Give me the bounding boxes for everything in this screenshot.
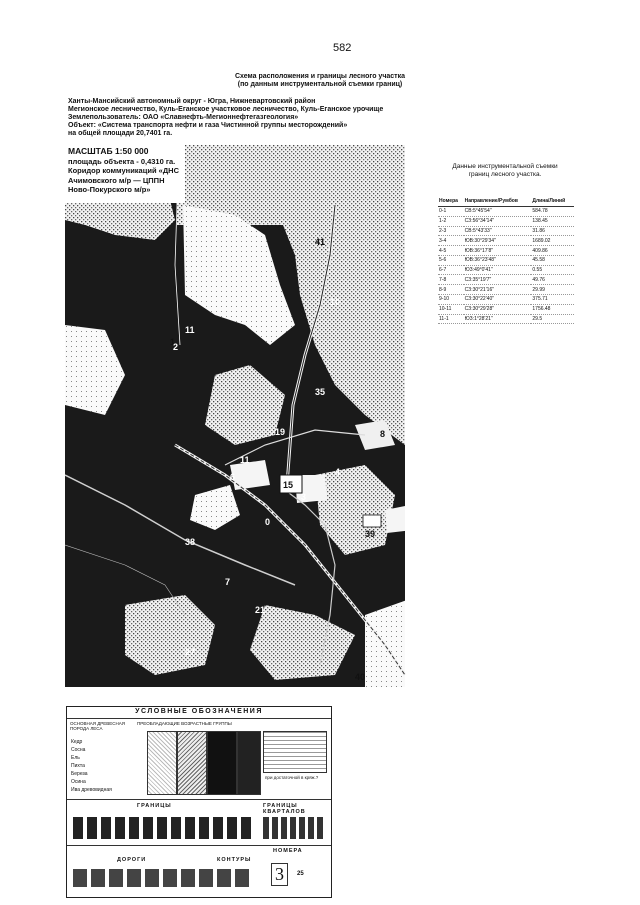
heading-line-2: (по данным инструментальной съемки границ)	[237, 81, 403, 88]
cell-segment: 9-10	[438, 295, 464, 305]
legend-note: при достаточной в кряж.?	[265, 775, 319, 780]
cell-segment: 8-9	[438, 285, 464, 295]
map-label-1: 1	[170, 337, 176, 347]
cell-length: 1689.02	[531, 236, 574, 246]
total-area-line: на общей площади 20,7401 га.	[68, 130, 173, 137]
cell-bearing: ЮВ:30°29'34"	[464, 236, 532, 246]
cell-length: 584.78	[531, 207, 574, 217]
survey-caption	[430, 163, 580, 179]
map-label-40: 40	[355, 672, 366, 682]
legend-species-heading: ОСНОВНАЯ ДРЕВЕСНАЯ ПОРОДА ЛЕСА	[70, 721, 126, 731]
cell-bearing: ЮЗ:49°0'41"	[464, 265, 532, 275]
cell-segment: 1-2	[438, 216, 464, 226]
map-label-7: 7	[225, 577, 231, 587]
numbering-sample-big: 3	[271, 863, 288, 886]
object-line: Объект: «Система транспорта нефти и газа Чистинной группы месторождений»	[68, 122, 348, 129]
numbering-title: НОМЕРА	[273, 848, 303, 854]
map-label-21: 21	[255, 605, 266, 615]
roads-title: ДОРОГИ	[117, 857, 147, 863]
legend-age-heading: ПРЕОБЛАДАЮЩИЕ ВОЗРАСТНЫЕ ГРУППЫ	[137, 721, 232, 726]
age-swatch-young	[147, 731, 177, 795]
species-fir: Пихта	[71, 763, 85, 769]
species-willow: Ива древовидная	[71, 787, 112, 793]
cell-bearing: СЗ:35°19'7"	[464, 275, 532, 285]
header-length: Длина/Линий	[531, 196, 574, 207]
map-label-4: 4	[335, 467, 341, 477]
species-pine: Сосна	[71, 747, 86, 753]
cell-length: 29.5	[531, 314, 574, 324]
cell-segment: 6-7	[438, 265, 464, 275]
cell-bearing: ЮВ:36°23'48"	[464, 255, 532, 265]
cell-length: 0.55	[531, 265, 574, 275]
object-area: площадь объекта - 0,4310 га.	[68, 156, 176, 166]
cell-bearing: СЗ:30°21'16"	[464, 285, 532, 295]
age-swatch-mature	[207, 731, 237, 795]
cell-length: 138.45	[531, 216, 574, 226]
forest-map[interactable]	[65, 145, 421, 687]
cell-bearing: СЗ:30°29'28"	[464, 304, 532, 314]
species-cedar: Кедр	[71, 739, 83, 745]
cell-bearing: СЗ:56°34'14"	[464, 216, 532, 226]
survey-caption-1: Данные инструментальной съемки	[452, 163, 558, 170]
land-user-line: Землепользователь: ОАО «Славнефть-Мегионнефтегазгеология»	[68, 114, 299, 121]
table-row	[438, 226, 574, 236]
quarters-title: ГРАНИЦЫ КВАРТАЛОВ	[263, 803, 306, 815]
species-spruce: Ель	[71, 755, 80, 761]
legend-title: УСЛОВНЫЕ ОБОЗНАЧЕНИЯ	[135, 708, 263, 715]
numbering-sample-small: 25	[297, 871, 304, 877]
table-row	[438, 246, 574, 256]
cell-bearing: СЗ:30°22'40"	[464, 295, 532, 305]
quarter-line-samples	[263, 817, 323, 839]
table-row	[438, 295, 574, 305]
table-row	[438, 236, 574, 246]
map-label-15: 15	[283, 480, 294, 490]
map-label-3: 3	[301, 492, 307, 502]
survey-table	[438, 196, 574, 324]
age-swatch-old	[237, 731, 261, 795]
header-bearing: Направление/Румбов	[464, 196, 532, 207]
cell-segment: 0-1	[438, 207, 464, 217]
map-label-8: 8	[380, 429, 386, 439]
corridor-line-3: Ново-Покурского м/р»	[68, 185, 151, 194]
cell-length: 31.86	[531, 226, 574, 236]
forestry-line: Мегионское лесничество, Куль-Еганское участковое лесничество, Куль-Еганское урочище	[68, 106, 384, 113]
cell-segment: 10-11	[438, 304, 464, 314]
page-number: 582	[333, 42, 352, 54]
heading-line-1: Схема расположения и границы лесного участка	[234, 73, 405, 80]
boundary-line-samples	[73, 817, 253, 839]
table-row	[438, 265, 574, 275]
map-label-10: 10	[330, 297, 341, 307]
contours-title: КОНТУРЫ	[217, 857, 252, 863]
map-label-6: 6	[230, 472, 236, 482]
scale-info-box	[65, 145, 185, 203]
road-line-samples	[73, 869, 253, 887]
table-row	[438, 275, 574, 285]
cell-bearing: ЮВ:36°17'8"	[464, 246, 532, 256]
map-label-41: 41	[315, 237, 326, 247]
species-birch: Береза	[71, 771, 88, 777]
map-label-2: 2	[173, 342, 179, 352]
legend-other-swatches	[263, 731, 327, 773]
map-label-39: 39	[365, 529, 376, 539]
cell-length: 29.99	[531, 285, 574, 295]
species-aspen: Осина	[71, 779, 86, 785]
age-swatch-middle	[177, 731, 207, 795]
cell-segment: 3-4	[438, 236, 464, 246]
table-row	[438, 285, 574, 295]
map-scale: МАСШТАБ 1:50 000	[68, 146, 149, 156]
map-label-27: 27	[185, 647, 196, 657]
table-row	[438, 314, 574, 324]
region-line: Ханты-Мансийский автономный округ - Югра, Нижневартовский район	[68, 98, 316, 105]
cell-bearing: СВ:5°43'33"	[464, 226, 532, 236]
cell-segment: 7-8	[438, 275, 464, 285]
table-row	[438, 255, 574, 265]
table-row	[438, 216, 574, 226]
corridor-line-2: Ачимовского м/р — ЦППН	[68, 175, 165, 185]
corridor-line-1: Коридор коммуникаций «ДНС	[68, 166, 179, 175]
cell-segment: 2-3	[438, 226, 464, 236]
map-label-35: 35	[315, 387, 326, 397]
table-row	[438, 304, 574, 314]
cell-length: 409.86	[531, 246, 574, 256]
map-label-19: 19	[275, 427, 286, 437]
map-label-38: 38	[185, 537, 196, 547]
cell-length: 49.76	[531, 275, 574, 285]
cell-length: 45.58	[531, 255, 574, 265]
cell-bearing: ЮЗ:1°28'21"	[464, 314, 532, 324]
map-canvas	[65, 145, 421, 687]
survey-caption-2: границ лесного участка.	[468, 171, 542, 178]
map-label-11: 11	[185, 325, 195, 335]
map-label-0: 0	[265, 517, 271, 527]
map-label-11b: 11	[240, 455, 250, 465]
cell-segment: 4-5	[438, 246, 464, 256]
cell-length: 1756.48	[531, 304, 574, 314]
map-legend	[66, 706, 332, 898]
table-row	[438, 207, 574, 217]
boundaries-title: ГРАНИЦЫ	[137, 803, 172, 809]
cell-length: 375.71	[531, 295, 574, 305]
survey-header-row	[438, 196, 574, 207]
object-info	[68, 98, 448, 138]
cell-segment: 5-6	[438, 255, 464, 265]
header-number: Номера	[438, 196, 464, 207]
cell-bearing: СВ:5°45'54"	[464, 207, 532, 217]
cell-segment: 11-1	[438, 314, 464, 324]
